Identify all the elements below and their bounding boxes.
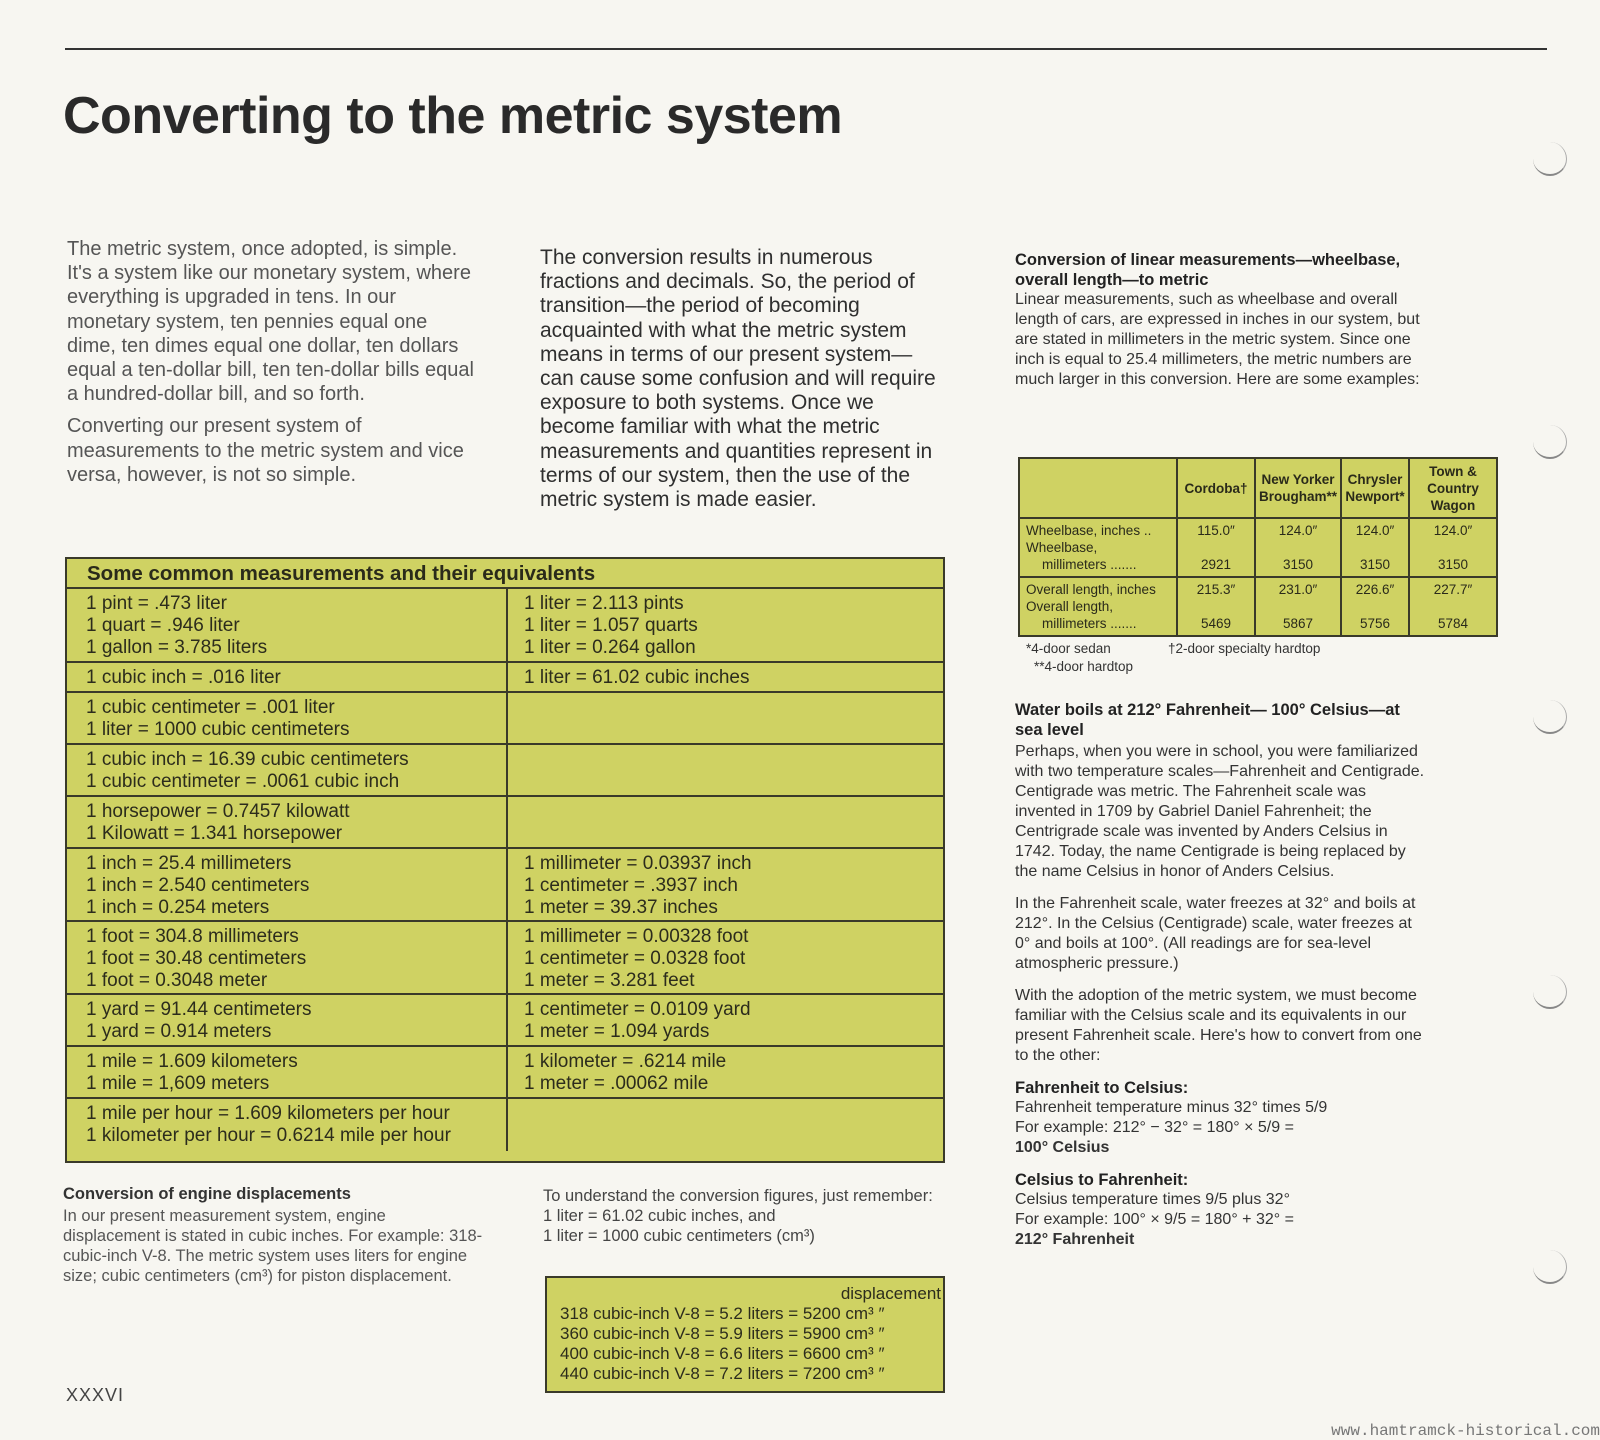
table-cell (67, 1047, 508, 1097)
row-label (1019, 518, 1177, 577)
row-label-line: millimeters ....... (1042, 616, 1137, 631)
binder-hole (1533, 975, 1567, 1009)
table-cell (1409, 518, 1497, 577)
table-row (67, 1099, 943, 1151)
water-heading: Water boils at 212° Fahrenheit— 100° Celsius—at sea level (1015, 701, 1400, 739)
table-row (67, 663, 943, 693)
engine-heading: Conversion of engine displacements (63, 1185, 351, 1203)
cell-value: 115.0″ (1197, 523, 1235, 538)
equivalence-line: 1 kilometer = .6214 mile (524, 1051, 727, 1072)
table-row (67, 693, 943, 745)
f2c-heading: Fahrenheit to Celsius: (1015, 1079, 1189, 1097)
equivalence-line: 1 meter = 1.094 yards (524, 1021, 710, 1042)
table-cell (1341, 518, 1409, 577)
equivalence-line: 1 liter = 2.113 pints (524, 593, 684, 614)
water-paragraph-2: In the Fahrenheit scale, water freezes at 32° and boils at 212°. In the Celsius (Centigrade) scale, water freezes at 0° and boils at 100°. (All readings are for sea-level atmospheric pressure.) (1015, 895, 1416, 972)
table-row (67, 797, 943, 849)
table-cell (508, 589, 943, 661)
engine-section (63, 1184, 483, 1286)
corner-cell (1019, 458, 1177, 518)
cell-value: 5867 (1282, 616, 1314, 631)
c2f-example: For example: 100° × 9/5 = 180° + 32° = (1015, 1211, 1294, 1228)
linear-body: Linear measurements, such as wheelbase and overall length of cars, are expressed in inches in our system, but are stated in millimeters in the metric system. Since one inch is equal to 25.4 millimeters, the metric numbers are much larger in this conversion. Here are some examples: (1015, 291, 1420, 388)
table-cell (67, 797, 508, 847)
binder-hole (1533, 700, 1567, 734)
table-cell (67, 922, 508, 993)
cell-value: 3150 (1359, 557, 1391, 572)
top-rule (65, 48, 1547, 50)
f2c-example: For example: 212° − 32° = 180° × 5/9 = (1015, 1119, 1294, 1136)
table-cell (508, 663, 943, 691)
cell-value: 5756 (1359, 616, 1391, 631)
table-cell (1255, 577, 1341, 636)
binder-hole (1533, 142, 1567, 176)
equivalence-line: 1 foot = 304.8 millimeters (86, 926, 299, 947)
c2f-result: 212° Fahrenheit (1015, 1231, 1135, 1248)
cell-value: 231.0″ (1278, 582, 1318, 597)
displacement-row: 440 cubic-inch V-8 = 7.2 liters = 7200 cm³ ″ (560, 1364, 885, 1383)
table-cell (508, 995, 943, 1045)
table-cell (1177, 577, 1255, 636)
equivalence-line: 1 millimeter = 0.00328 foot (524, 926, 749, 947)
equivalence-line: 1 inch = 25.4 millimeters (86, 853, 292, 874)
f2c-line: Fahrenheit temperature minus 32° times 5/9 (1015, 1099, 1328, 1116)
displacement-row: 318 cubic-inch V-8 = 5.2 liters = 5200 cm³ ″ (560, 1304, 885, 1323)
table-row (67, 589, 943, 663)
understand-line: 1 liter = 1000 cubic centimeters (cm³) (543, 1227, 815, 1245)
footer-url: www.hamtramck-historical.com (1331, 1422, 1600, 1440)
cell-value: 124.0″ (1355, 523, 1395, 538)
cell-value: 5784 (1437, 616, 1469, 631)
equivalence-line: 1 inch = 0.254 meters (86, 897, 270, 918)
understand-section (543, 1186, 943, 1246)
equivalence-line: 1 inch = 2.540 centimeters (86, 875, 310, 896)
engine-body: In our present measurement system, engine displacement is stated in cubic inches. For example: 318-cubic-inch V-8. The metric system uses liters for engine size; cubic centimeters (cm³) for piston displacement. (63, 1207, 483, 1285)
table-cell (508, 1047, 943, 1097)
equivalence-line: 1 horsepower = 0.7457 kilowatt (86, 801, 350, 822)
table-row (1019, 518, 1497, 577)
equivalence-line: 1 foot = 30.48 centimeters (86, 948, 307, 969)
footnote: †2-door specialty hardtop (1168, 641, 1321, 656)
displacement-row: 400 cubic-inch V-8 = 6.6 liters = 6600 cm³ ″ (560, 1344, 885, 1363)
equivalence-line: 1 cubic centimeter = .001 liter (86, 697, 335, 718)
row-label-line: millimeters ....... (1042, 557, 1137, 572)
intro-column-2 (540, 246, 945, 512)
equivalence-line: 1 liter = 1.057 quarts (524, 615, 698, 636)
c2f-heading: Celsius to Fahrenheit: (1015, 1171, 1189, 1189)
table-cell (508, 797, 943, 847)
temperature-section (1015, 700, 1425, 1250)
table-row (67, 1047, 943, 1099)
cell-value: 124.0″ (1278, 523, 1318, 538)
equivalence-line: 1 meter = 39.37 inches (524, 897, 718, 918)
table-row (67, 922, 943, 995)
equivalence-line: 1 liter = 0.264 gallon (524, 637, 696, 658)
table-cell (1409, 577, 1497, 636)
equivalence-line: 1 yard = 0.914 meters (86, 1021, 272, 1042)
cell-value: 124.0″ (1433, 523, 1473, 538)
intro-paragraph-1: The metric system, once adopted, is simple. It's a system like our monetary system, where everything is upgraded in tens. In our monetary system, ten pennies equal one dime, ten dimes equal one dollar, ten dollars equal a ten-dollar bill, ten ten-dollar bills equal a hundred-dollar bill, and so forth. (67, 238, 474, 406)
row-label-line: Overall length, (1026, 599, 1114, 614)
right-column (1015, 250, 1425, 390)
understand-line: 1 liter = 61.02 cubic inches, and (543, 1207, 776, 1225)
table-cell (67, 995, 508, 1045)
table-cell (67, 693, 508, 743)
column-header: Cordoba† (1177, 458, 1255, 518)
equivalence-line: 1 cubic inch = 16.39 cubic centimeters (86, 749, 409, 770)
table-cell (67, 589, 508, 661)
equivalence-line: 1 meter = .00062 mile (524, 1073, 709, 1094)
column-header: Town & Country Wagon (1409, 458, 1497, 518)
equivalence-line: 1 quart = .946 liter (86, 615, 240, 636)
car-table-footnotes (1026, 640, 1320, 676)
row-label-line: Wheelbase, (1026, 540, 1098, 555)
binder-hole (1533, 425, 1567, 459)
f2c-result: 100° Celsius (1015, 1139, 1110, 1156)
understand-line: To understand the conversion figures, just remember: (543, 1187, 933, 1205)
equivalence-line: 1 Kilowatt = 1.341 horsepower (86, 823, 343, 844)
displacement-box (545, 1276, 945, 1393)
cell-value: 227.7″ (1433, 582, 1473, 597)
column-header: Chrysler Newport* (1341, 458, 1409, 518)
binder-hole (1533, 1250, 1567, 1284)
equivalence-line: 1 kilometer per hour = 0.6214 mile per hour (86, 1125, 451, 1146)
table-row (67, 995, 943, 1047)
table-row (67, 745, 943, 797)
equivalence-line: 1 centimeter = .3937 inch (524, 875, 738, 896)
table-row (1019, 577, 1497, 636)
table-cell (67, 745, 508, 795)
cell-value: 3150 (1282, 557, 1314, 572)
equivalence-line: 1 cubic centimeter = .0061 cubic inch (86, 771, 400, 792)
measurements-table (65, 557, 945, 1163)
equivalence-line: 1 millimeter = 0.03937 inch (524, 853, 752, 874)
intro-paragraph-3: The conversion results in numerous fractions and decimals. So, the period of transition—the period of becoming acquainted with what the metric system means in terms of our present system—can cause some confusion and will require exposure to both systems. Once we become familiar with what the metric measurements and quantities represent in terms of our system, then the use of the metric system is made easier. (540, 246, 936, 512)
table-cell (508, 745, 943, 795)
page-title: Converting to the metric system (63, 87, 843, 145)
intro-column-1 (67, 237, 479, 487)
table-cell (508, 1099, 943, 1151)
row-label (1019, 577, 1177, 636)
cell-value: 215.3″ (1196, 582, 1236, 597)
table-cell (1255, 518, 1341, 577)
equivalence-line: 1 yard = 91.44 centimeters (86, 999, 312, 1020)
equivalence-line: 1 centimeter = 0.0328 foot (524, 948, 746, 969)
equivalence-line: 1 liter = 61.02 cubic inches (524, 667, 750, 688)
footnote: **4-door hardtop (1034, 659, 1134, 674)
row-label-line: Wheelbase, inches .. (1026, 523, 1152, 538)
measurements-title: Some common measurements and their equivalents (67, 559, 943, 589)
row-label-line: Overall length, inches (1026, 582, 1156, 597)
page-number: XXXVI (66, 1385, 125, 1405)
equivalence-line: 1 meter = 3.281 feet (524, 970, 695, 991)
table-cell (1341, 577, 1409, 636)
car-dimensions-table (1018, 457, 1498, 637)
intro-paragraph-2: Converting our present system of measurements to the metric system and vice versa, however, is not so simple. (67, 415, 464, 486)
displacement-header: displacement (840, 1284, 941, 1303)
table-cell (508, 693, 943, 743)
linear-heading: Conversion of linear measurements—wheelbase, overall length—to metric (1015, 251, 1401, 289)
equivalence-line: 1 foot = 0.3048 meter (86, 970, 268, 991)
cell-value: 3150 (1437, 557, 1469, 572)
equivalence-line: 1 mile per hour = 1.609 kilometers per hour (86, 1103, 450, 1124)
equivalence-line: 1 liter = 1000 cubic centimeters (86, 719, 350, 740)
equivalence-line: 1 pint = .473 liter (86, 593, 228, 614)
table-cell (67, 663, 508, 691)
cell-value: 226.6″ (1355, 582, 1395, 597)
displacement-row: 360 cubic-inch V-8 = 5.9 liters = 5900 cm³ ″ (560, 1324, 885, 1343)
cell-value: 5469 (1200, 616, 1232, 631)
water-paragraph-1: Perhaps, when you were in school, you were familiarized with two temperature scales—Fahrenheit and Centigrade. Centigrade was metric. The Fahrenheit scale was invented in 1709 by Gabriel Daniel Fahrenheit; the Centrigrade scale was invented by Anders Celsius in 1742. Today, the name Centigrade is being replaced by the name Celsius in honor of Anders Celsius. (1015, 743, 1425, 880)
table-cell (508, 849, 943, 920)
table-row (67, 849, 943, 922)
water-paragraph-3: With the adoption of the metric system, we must become familiar with the Celsius scale and its equivalents in our present Fahrenheit scale. Here's how to convert from one to the other: (1015, 987, 1422, 1064)
equivalence-line: 1 mile = 1.609 kilometers (86, 1051, 298, 1072)
table-cell (67, 1099, 508, 1151)
cell-value: 2921 (1200, 557, 1232, 572)
equivalence-line: 1 gallon = 3.785 liters (86, 637, 268, 658)
table-cell (508, 922, 943, 993)
column-header: New Yorker Brougham** (1255, 458, 1341, 518)
equivalence-line: 1 centimeter = 0.0109 yard (524, 999, 751, 1020)
c2f-line: Celsius temperature times 9/5 plus 32° (1015, 1191, 1290, 1208)
table-cell (1177, 518, 1255, 577)
equivalence-line: 1 cubic inch = .016 liter (86, 667, 281, 688)
footnote: *4-door sedan (1026, 641, 1111, 656)
equivalence-line: 1 mile = 1,609 meters (86, 1073, 270, 1094)
table-cell (67, 849, 508, 920)
